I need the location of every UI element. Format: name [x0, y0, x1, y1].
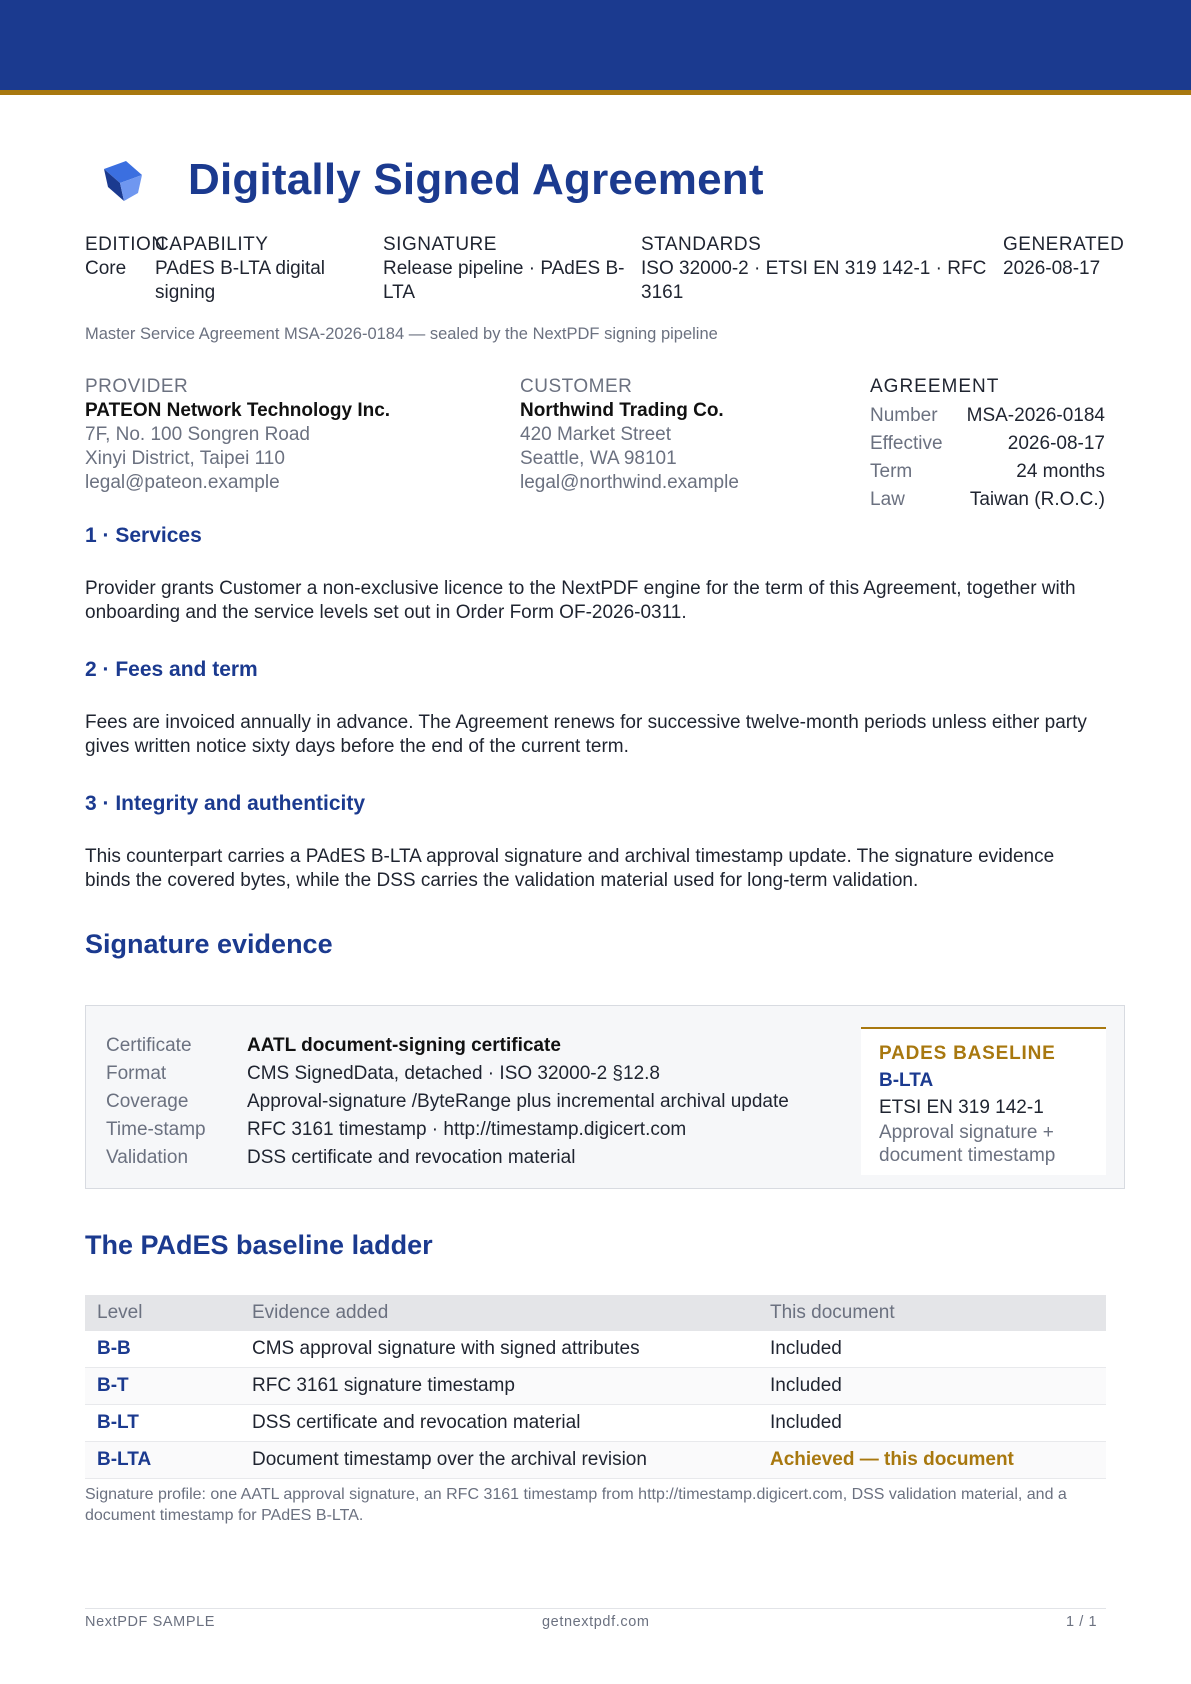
- agreement-row: [870, 483, 1105, 511]
- evidence-value: AATL document-signing certificate: [247, 1035, 561, 1056]
- footer-left: NextPDF SAMPLE: [85, 1614, 216, 1630]
- evidence-value: Approval-signature /ByteRange plus incremental archival update: [247, 1091, 789, 1112]
- agreement-value: MSA-2026-0184: [966, 405, 1105, 426]
- customer-name: Northwind Trading Co.: [520, 400, 724, 421]
- evidence-row: [106, 1032, 789, 1060]
- section-heading: 3 · Integrity and authenticity: [85, 792, 366, 815]
- agreement-key: Number: [870, 405, 938, 426]
- badge-level: B-LTA: [879, 1070, 934, 1091]
- evidence-key: Time-stamp: [106, 1119, 206, 1140]
- agreement-block: [870, 375, 1105, 511]
- badge-standard: ETSI EN 319 142-1: [879, 1097, 1044, 1118]
- agreement-value: 24 months: [1016, 461, 1105, 482]
- provider-name: PATEON Network Technology Inc.: [85, 400, 391, 421]
- customer-label: CUSTOMER: [520, 376, 633, 397]
- evidence-heading: Signature evidence: [85, 929, 333, 959]
- page-number: 1 / 1: [1066, 1614, 1098, 1630]
- evidence-value: CMS SignedData, detached · ISO 32000-2 §12.8: [247, 1063, 660, 1084]
- provider-address-line2: Xinyi District, Taipei 110: [85, 448, 285, 469]
- table-row: [85, 1331, 1106, 1368]
- agreement-value: 2026-08-17: [1007, 433, 1105, 454]
- evidence-row: [106, 1088, 789, 1116]
- status-cell: Achieved — this document: [758, 1442, 1106, 1479]
- status-cell: Included: [758, 1368, 1106, 1405]
- evidence-cell: RFC 3161 signature timestamp: [240, 1368, 758, 1405]
- level-cell: B-B: [85, 1331, 240, 1368]
- agreement-label: AGREEMENT: [870, 376, 1000, 397]
- meta-standards-value: ISO 32000-2 · ETSI EN 319 142-1 · RFC 3161: [641, 258, 987, 303]
- meta-generated-label: GENERATED: [1003, 234, 1125, 255]
- header-band: [0, 0, 1191, 90]
- column-header: Evidence added: [240, 1295, 758, 1331]
- cube-icon: [100, 157, 146, 203]
- table-row: [85, 1405, 1106, 1442]
- agreement-key: Effective: [870, 433, 943, 454]
- evidence-row: [106, 1060, 789, 1088]
- agreement-key: Term: [870, 461, 913, 482]
- section-body: Fees are invoiced annually in advance. The Agreement renews for successive twelve-month periods unless either party gives written notice sixty days before the end of the current term.: [85, 712, 1087, 757]
- customer-address-line2: Seattle, WA 98101: [520, 448, 677, 469]
- meta-edition-label: EDITION: [85, 234, 166, 255]
- ladder-heading: The PAdES baseline ladder: [85, 1230, 433, 1260]
- meta-capability-label: CAPABILITY: [155, 234, 269, 255]
- meta-standards: [641, 233, 996, 305]
- provider-label: PROVIDER: [85, 376, 189, 397]
- section-heading: 2 · Fees and term: [85, 658, 258, 681]
- evidence-key: Format: [106, 1063, 167, 1084]
- level-cell: B-LTA: [85, 1442, 240, 1479]
- evidence-row: [106, 1144, 789, 1172]
- section-body: Provider grants Customer a non-exclusive licence to the NextPDF engine for the term of this Agreement, together with onboarding and the service levels set out in Order Form OF-2026-0311.: [85, 578, 1076, 623]
- title-row: [100, 155, 764, 205]
- evidence-rows: [106, 1032, 789, 1172]
- signature-profile-note: Signature profile: one AATL approval signature, an RFC 3161 timestamp from http://timestamp.digicert.com, DSS validation material, and a document timestamp for PAdES B-LTA.: [85, 1486, 1067, 1524]
- level-cell: B-T: [85, 1368, 240, 1405]
- level-cell: B-LT: [85, 1405, 240, 1442]
- pades-ladder-table: [85, 1295, 1106, 1479]
- column-header: This document: [758, 1295, 1106, 1331]
- evidence-key: Coverage: [106, 1091, 189, 1112]
- section-body: This counterpart carries a PAdES B-LTA approval signature and archival timestamp update. The signature evidence binds the covered bytes, while the DSS carries the validation material used for long-term validation.: [85, 846, 1055, 891]
- section-heading: 1 · Services: [85, 524, 202, 547]
- agreement-row: [870, 427, 1105, 455]
- pades-baseline-badge: [861, 1027, 1106, 1175]
- evidence-value: RFC 3161 timestamp · http://timestamp.digicert.com: [247, 1119, 687, 1140]
- table-row: [85, 1442, 1106, 1479]
- evidence-cell: CMS approval signature with signed attributes: [240, 1331, 758, 1368]
- customer-block: [520, 375, 739, 495]
- agreement-key: Law: [870, 489, 905, 510]
- footer-divider: [85, 1608, 1106, 1609]
- meta-edition: [85, 233, 166, 281]
- agreement-row: [870, 455, 1105, 483]
- table-row: [85, 1368, 1106, 1405]
- signature-evidence-panel: [85, 1005, 1125, 1189]
- agreement-row: [870, 399, 1105, 427]
- provider-email: legal@pateon.example: [85, 472, 280, 493]
- meta-standards-label: STANDARDS: [641, 234, 762, 255]
- evidence-key: Validation: [106, 1147, 189, 1168]
- badge-title: PADES BASELINE: [879, 1043, 1056, 1064]
- footer-link[interactable]: getnextpdf.com: [542, 1614, 650, 1630]
- meta-signature-label: SIGNATURE: [383, 234, 497, 255]
- meta-signature-value: Release pipeline · PAdES B-LTA: [383, 258, 625, 303]
- provider-address-line1: 7F, No. 100 Songren Road: [85, 424, 310, 445]
- customer-address-line1: 420 Market Street: [520, 424, 672, 445]
- agreement-value: Taiwan (R.O.C.): [969, 489, 1105, 510]
- meta-edition-value: Core: [85, 258, 127, 279]
- evidence-cell: Document timestamp over the archival revision: [240, 1442, 758, 1479]
- meta-subtitle: Master Service Agreement MSA-2026-0184 — sealed by the NextPDF signing pipeline: [85, 325, 718, 343]
- header-accent-rule: [0, 90, 1191, 95]
- evidence-key: Certificate: [106, 1035, 192, 1056]
- customer-email: legal@northwind.example: [520, 472, 739, 493]
- meta-capability-value: PAdES B-LTA digital signing: [155, 258, 326, 303]
- meta-signature: [383, 233, 638, 305]
- status-cell: Included: [758, 1405, 1106, 1442]
- status-cell: Included: [758, 1331, 1106, 1368]
- evidence-row: [106, 1116, 789, 1144]
- table-header-row: [85, 1295, 1106, 1331]
- meta-generated: [1003, 233, 1123, 281]
- column-header: Level: [85, 1295, 240, 1331]
- provider-block: [85, 375, 390, 495]
- evidence-value: DSS certificate and revocation material: [247, 1147, 576, 1168]
- page-title: Digitally Signed Agreement: [188, 155, 764, 204]
- meta-generated-value: 2026-08-17: [1003, 258, 1101, 279]
- evidence-cell: DSS certificate and revocation material: [240, 1405, 758, 1442]
- meta-capability: [155, 233, 365, 305]
- badge-description: Approval signature + document timestamp: [879, 1122, 1056, 1166]
